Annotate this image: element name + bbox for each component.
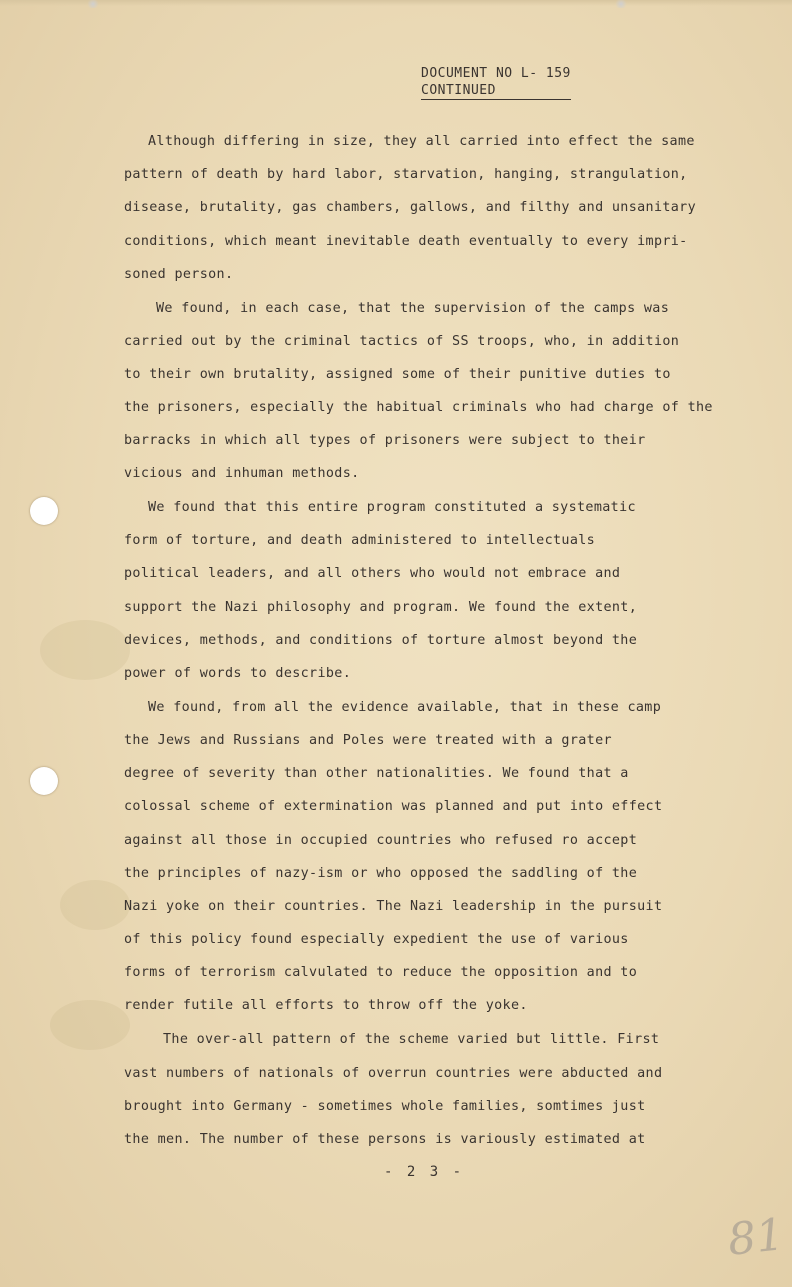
body-line: the prisoners, especially the habitual criminals who had charge of the xyxy=(124,400,713,415)
body-line: Although differing in size, they all carried into effect the same xyxy=(148,134,695,149)
body-line: Nazi yoke on their countries. The Nazi leadership in the pursuit xyxy=(124,899,663,914)
continued-label: CONTINUED xyxy=(421,83,571,100)
body-line: to their own brutality, assigned some of their punitive duties to xyxy=(124,367,671,382)
body-line: devices, methods, and conditions of torture almost beyond the xyxy=(124,633,638,648)
body-line: the principles of nazy-ism or who opposed the saddling of the xyxy=(124,866,638,881)
handwritten-folio-number: 81 xyxy=(725,1209,787,1266)
body-line: forms of terrorism calvulated to reduce the opposition and to xyxy=(124,965,638,980)
page-number: - 2 3 - xyxy=(384,1164,465,1180)
body-line: vicious and inhuman methods. xyxy=(124,466,360,481)
staple-mark xyxy=(86,0,100,8)
body-line: We found, in each case, that the supervision of the camps was xyxy=(156,301,670,316)
body-line: The over-all pattern of the scheme varied but little. First xyxy=(163,1032,660,1047)
body-line: brought into Germany - sometimes whole families, somtimes just xyxy=(124,1099,646,1114)
body-line: power of words to describe. xyxy=(124,666,352,681)
punch-hole xyxy=(30,497,58,525)
body-line: the men. The number of these persons is variously estimated at xyxy=(124,1132,646,1147)
body-line: form of torture, and death administered to intellectuals xyxy=(124,533,596,548)
body-line: We found, from all the evidence available, that in these camp xyxy=(148,700,662,715)
body-line: against all those in occupied countries who refused ro accept xyxy=(124,833,638,848)
body-line: carried out by the criminal tactics of SS troops, who, in addition xyxy=(124,334,680,349)
body-line: political leaders, and all others who would not embrace and xyxy=(124,566,621,581)
paper-stain xyxy=(50,1000,130,1050)
page-top-edge xyxy=(0,0,792,6)
body-line: vast numbers of nationals of overrun countries were abducted and xyxy=(124,1066,663,1081)
body-line: disease, brutality, gas chambers, gallows, and filthy and unsanitary xyxy=(124,200,697,215)
body-line: of this policy found especially expedient the use of various xyxy=(124,932,629,947)
body-line: soned person. xyxy=(124,267,234,282)
body-line: pattern of death by hard labor, starvation, hanging, strangulation, xyxy=(124,167,688,182)
body-line: support the Nazi philosophy and program. We found the extent, xyxy=(124,600,638,615)
paper-stain xyxy=(60,880,130,930)
body-line: colossal scheme of extermination was planned and put into effect xyxy=(124,799,663,814)
body-line: barracks in which all types of prisoners were subject to their xyxy=(124,433,646,448)
paper-stain xyxy=(40,620,130,680)
body-line: conditions, which meant inevitable death eventually to every impri- xyxy=(124,234,688,249)
body-line: degree of severity than other nationalities. We found that a xyxy=(124,766,629,781)
document-number: DOCUMENT NO L- 159 xyxy=(421,66,571,81)
body-line: We found that this entire program constituted a systematic xyxy=(148,500,636,515)
staple-mark xyxy=(614,0,628,8)
body-line: the Jews and Russians and Poles were treated with a grater xyxy=(124,733,612,748)
punch-hole xyxy=(30,767,58,795)
body-line: render futile all efforts to throw off the yoke. xyxy=(124,998,528,1013)
